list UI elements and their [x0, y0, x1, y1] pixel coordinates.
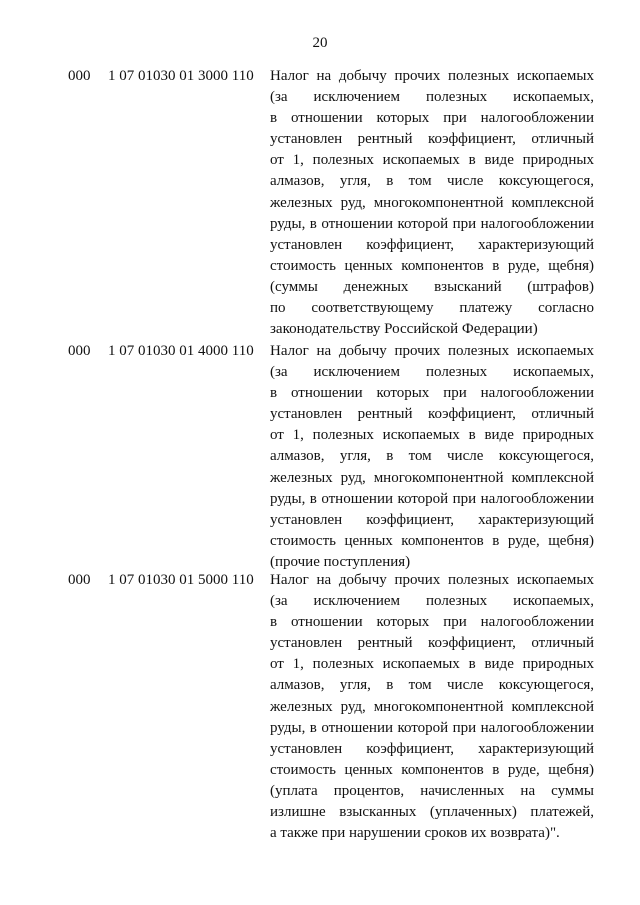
- description-line: стоимость ценных компонентов в руде, щебня): [270, 761, 594, 778]
- entry-description: [270, 341, 594, 573]
- description-line: Налог на добычу прочих полезных ископаемых: [270, 68, 594, 84]
- description-line: по соответствующему платежу согласно: [270, 300, 594, 317]
- description-line: а также при нарушении сроков их возврата)".: [270, 825, 560, 842]
- kbk-code: 1 07 01030 01 3000 110: [108, 68, 254, 84]
- description-line: в отношении которых при налогообложении: [270, 614, 594, 631]
- description-line: стоимость ценных компонентов в руде, щебня): [270, 257, 594, 274]
- description-line: установлен коэффициент, характеризующий: [270, 740, 594, 757]
- entry-description: [270, 66, 594, 340]
- description-line: (суммы денежных взысканий (штрафов): [270, 278, 594, 295]
- description-line: руды, в отношении которой при налогообложении: [270, 490, 594, 507]
- description-line: руды, в отношении которой при налогообложении: [270, 215, 594, 232]
- description-line: железных руд, многокомпонентной комплексной: [270, 469, 594, 486]
- description-line: железных руд, многокомпонентной комплексной: [270, 698, 594, 715]
- kbk-code: 1 07 01030 01 5000 110: [108, 572, 254, 588]
- kbk-code: 1 07 01030 01 4000 110: [108, 343, 254, 359]
- entry-description: [270, 570, 594, 844]
- description-line: (за исключением полезных ископаемых,: [270, 89, 594, 106]
- description-line: от 1, полезных ископаемых в виде природных: [270, 656, 594, 673]
- description-line: алмазов, угля, в том числе коксующегося,: [270, 677, 594, 694]
- description-line: в отношении которых при налогообложении: [270, 385, 594, 402]
- description-line: стоимость ценных компонентов в руде, щебня): [270, 532, 594, 549]
- description-line: в отношении которых при налогообложении: [270, 110, 594, 127]
- description-line: установлен коэффициент, характеризующий: [270, 236, 594, 253]
- description-line: законодательству Российской Федерации): [270, 321, 538, 338]
- admin-code: 000: [68, 572, 91, 588]
- description-line: установлен рентный коэффициент, отличный: [270, 131, 594, 148]
- description-line: алмазов, угля, в том числе коксующегося,: [270, 173, 594, 190]
- description-line: (уплата процентов, начисленных на суммы: [270, 782, 594, 799]
- description-line: руды, в отношении которой при налогообложении: [270, 719, 594, 736]
- description-line: (прочие поступления): [270, 553, 411, 570]
- page-number: 20: [312, 35, 328, 51]
- description-line: железных руд, многокомпонентной комплексной: [270, 194, 594, 211]
- description-line: от 1, полезных ископаемых в виде природных: [270, 152, 594, 169]
- description-line: Налог на добычу прочих полезных ископаемых: [270, 572, 594, 588]
- description-line: Налог на добычу прочих полезных ископаемых: [270, 343, 594, 359]
- description-line: излишне взысканных (уплаченных) платежей,: [270, 804, 594, 821]
- description-line: (за исключением полезных ископаемых,: [270, 593, 594, 610]
- description-line: установлен коэффициент, характеризующий: [270, 511, 594, 528]
- description-line: установлен рентный коэффициент, отличный: [270, 406, 594, 423]
- description-line: алмазов, угля, в том числе коксующегося,: [270, 448, 594, 465]
- description-line: (за исключением полезных ископаемых,: [270, 364, 594, 381]
- description-line: от 1, полезных ископаемых в виде природных: [270, 427, 594, 444]
- description-line: установлен рентный коэффициент, отличный: [270, 635, 594, 652]
- admin-code: 000: [68, 343, 91, 359]
- admin-code: 000: [68, 68, 91, 84]
